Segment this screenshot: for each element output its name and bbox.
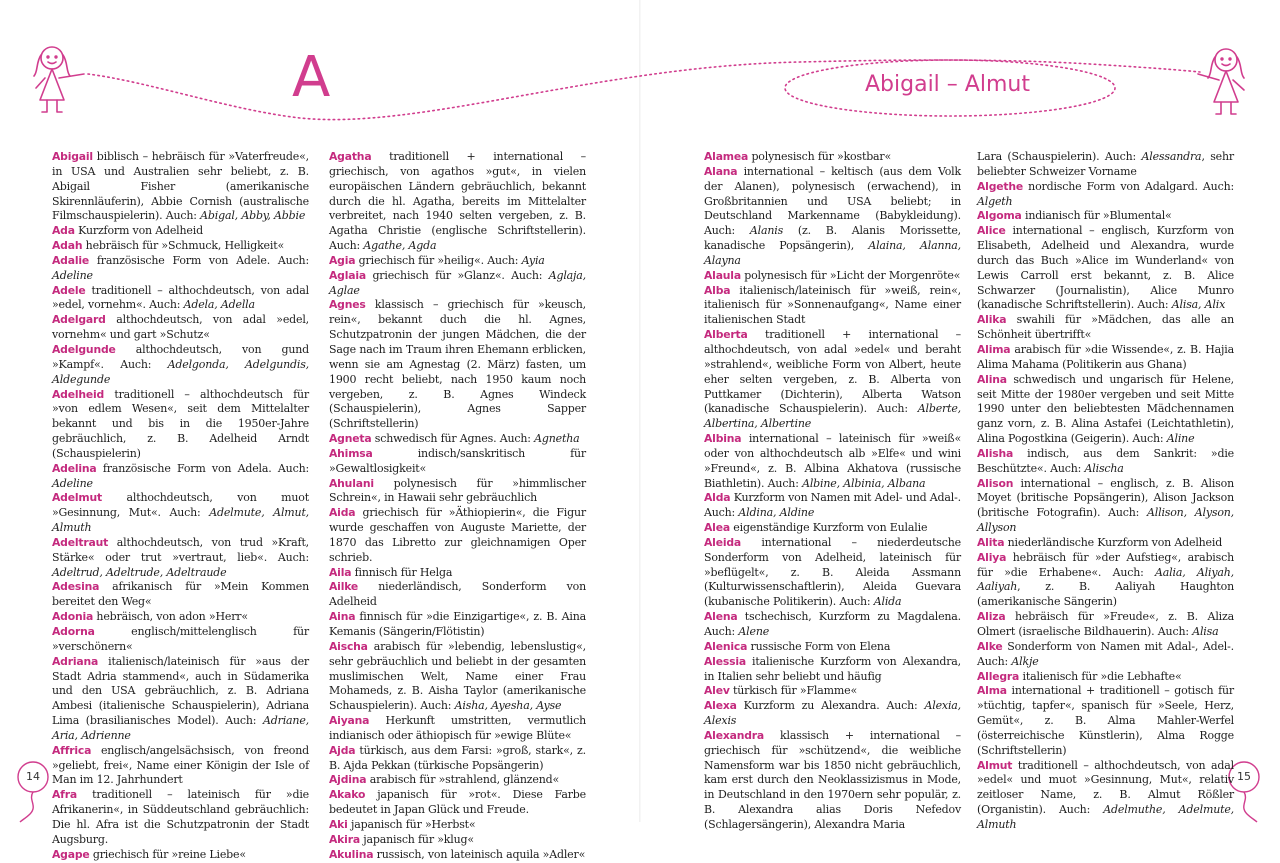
entry-name: Alaula (704, 268, 741, 282)
entry-description: traditionell – althochdeutsch für »von edlem Wesen«, seit dem Mittelalter bekannt und bis in die 1950er-Jahre gebräuchlich, z. B. Adelheid Arndt (Schauspielerin) (52, 387, 309, 460)
entry-variants: Agathe, Agda (363, 239, 437, 253)
name-entry (704, 328, 961, 432)
name-entry (977, 224, 1234, 313)
entry-name: Alice (977, 224, 1006, 238)
name-entry (329, 848, 586, 863)
entry-description: traditionell + international – althochdeutsch, von adal »edel« und beraht »strahlend«, weibliche Form von Albert, heute eher selten vergeben, z. B. Alberta von Puttkamer (Dichterin), Alberta Watson (kanadische Schauspielerin). Auch: (704, 328, 961, 416)
entry-description: italienisch/lateinisch für »aus der Stadt Adria stammend«, auch in Südamerika und den USA gebräuchlich, z. B. Adriana Ambesi (italienische Schauspielerin), Adriana Lima (brasilianisches Model). Auch: (52, 654, 309, 728)
name-entry (52, 150, 309, 224)
entry-description: tschechisch, Kurzform zu Magdalena. Auch: (704, 610, 961, 638)
name-entry (977, 684, 1234, 758)
entry-description: italienisch/lateinisch für »weiß, rein«, italienisch für »Sonnenaufgang«, Name einer italienischen Stadt (704, 283, 961, 327)
entry-description: französische Form von Adele. Auch: (89, 253, 309, 267)
name-entry (977, 313, 1234, 343)
entry-name: Adriana (52, 654, 99, 668)
girl-figure-right-icon (1198, 49, 1244, 114)
page-range-title: Abigail – Almut (865, 72, 1030, 97)
entry-description: niederländisch, Sonderform von Adelheid (329, 580, 586, 609)
name-entry (52, 254, 309, 284)
entry-name: Alana (704, 164, 738, 178)
name-entry (329, 818, 586, 833)
entry-name: Adelgunde (52, 342, 116, 356)
entry-description: nordische Form von Adalgard. Auch: (1023, 179, 1234, 193)
name-entry (704, 610, 961, 640)
entry-name: Alena (704, 610, 738, 624)
entry-variants: Aglaja, Aglae (329, 268, 586, 297)
name-entry (977, 373, 1234, 447)
entry-name: Alberta (704, 328, 748, 342)
entry-variants: Alene (738, 625, 770, 638)
entry-name: Aischa (329, 639, 368, 653)
entry-description: indianisch für »Blumental« (1021, 209, 1172, 223)
entry-description: Lara (Schauspielerin). Auch: (977, 150, 1142, 163)
entry-variants: Adelmuthe, Adelmute, Almuth (977, 803, 1234, 831)
entry-name: Agnes (329, 298, 366, 312)
entry-description: swahili für »Mädchen, das alle an Schönheit übertrifft« (977, 313, 1234, 342)
entry-description: traditionell – althochdeutsch, von adal »edel« und muot »Gesinnung, Mut«, relativ zeitloser Name, z. B. Almut Rößler (Organistin). Auch: (977, 758, 1234, 817)
entry-description: japanisch für »klug« (359, 832, 474, 846)
entry-name: Alessia (704, 654, 746, 668)
entry-description: klassisch + international – griechisch für »schützend«, die weibliche Namensform war bis 1850 nicht gebräuchlich, kam erst durch den Neoklassizismus in Mode, in Deutschland in den 1970ern sehr populär, z. B. Alexandra alias Doris Nefedov (Schlagersängerin), Alexandra Maria (704, 728, 961, 831)
name-entry (329, 566, 586, 581)
girl-figure-left-icon (34, 47, 84, 112)
name-entry (329, 788, 586, 818)
entry-name: Alisha (977, 446, 1014, 460)
entry-description: traditionell + international – griechisch, von agathos »gut«, in vielen europäischen Ländern gebräuchlich, bekannt durch die hl. Agatha, bereits im Mittelalter verbreitet, nach 1940 selten vergeben, z. B. Agatha Christie (englische Schriftstellerin). Auch: (329, 150, 586, 253)
entry-name: Allegra (977, 669, 1020, 683)
name-entry (977, 551, 1234, 610)
name-entry (52, 343, 309, 388)
entry-description: türkisch, aus dem Farsi: »groß, stark«, z. B. Ajda Pekkan (türkische Popsängerin) (329, 743, 586, 772)
entry-description: Herkunft umstritten, vermutlich indianisch oder äthiopisch für »ewige Blüte« (329, 714, 586, 742)
name-entry (977, 759, 1234, 833)
entry-variants: Adeline (52, 476, 93, 490)
entry-name: Alda (704, 491, 731, 505)
entry-variants: Ayia (521, 253, 545, 267)
name-entry (977, 536, 1234, 551)
entry-description: althochdeutsch, von muot »Gesinnung, Mut«. Auch: (52, 491, 309, 520)
name-entry (329, 640, 586, 714)
entry-description: hebräisch für »Schmuck, Helligkeit« (82, 239, 285, 253)
entry-name: Ajdina (329, 773, 367, 787)
entry-name: Alke (977, 639, 1003, 653)
entry-description: Sonderform von Namen mit Adal-, Adel-. Auch: (977, 639, 1234, 668)
entry-name: Alma (977, 684, 1007, 698)
entry-description: englisch/angelsächsisch, von freond »geliebt, frei«, Name einer Königin der Isle of Man im 12. Jahrhundert (52, 743, 309, 787)
entry-description: polynesisch für »kostbar« (748, 150, 892, 163)
entry-name: Adalie (52, 253, 90, 267)
name-column-3 (704, 150, 961, 833)
entry-variants: Alisa, Alix (1171, 298, 1226, 312)
entry-variants: Algeth (977, 194, 1013, 208)
name-entry (704, 699, 961, 729)
entry-name: Alba (704, 283, 731, 297)
entry-name: Alita (977, 535, 1005, 549)
name-entry (52, 491, 309, 536)
entry-name: Akako (329, 788, 366, 802)
entry-description: klassisch – griechisch für »keusch, rein«, bekannt duch die hl. Agnes, Schutzpatronin der jungen Mädchen, die der Sage nach im Traum ihren Ehemann erblicken, wenn sie am Agnestag (2. März) fasten, um 1900 recht beliebt, nach 1950 kaum noch vergeben, z. B. Agnes Windeck (Schauspielerin), Agnes Sapper (Schriftstellerin) (329, 298, 586, 431)
entry-name: Algethe (977, 179, 1024, 193)
name-column-2 (329, 150, 586, 863)
entry-variants: Adeltrud, Adeltrude, Adeltraude (52, 565, 227, 579)
name-entry (329, 744, 586, 774)
name-entry (329, 714, 586, 744)
dotted-wave-line (88, 60, 1200, 120)
name-entry (52, 610, 309, 625)
entry-description: französische Form von Adela. Auch: (96, 461, 309, 475)
entry-name: Alea (704, 521, 730, 535)
entry-name: Aliya (977, 550, 1007, 564)
entry-name: Adorna (52, 625, 95, 638)
entry-name: Aiyana (329, 714, 370, 728)
entry-description: niederländische Kurzform von Adelheid (1004, 535, 1223, 549)
entry-name: Affrica (52, 743, 92, 757)
entry-description: althochdeutsch, von adal »edel, vornehm« und gart »Schutz« (52, 313, 309, 342)
page-number-left: 14 (26, 770, 40, 783)
name-entry (977, 447, 1234, 477)
entry-name: Aina (329, 610, 356, 624)
name-entry (977, 343, 1234, 373)
entry-description: polynesisch für »Licht der Morgenröte« (740, 268, 961, 282)
name-entry (329, 580, 586, 610)
entry-variants: Adela, Adella (183, 298, 255, 312)
name-entry (329, 610, 586, 640)
entry-name: Afra (52, 788, 77, 802)
entry-name: Ailke (329, 580, 359, 594)
name-entry (52, 655, 309, 744)
entry-name: Ajda (329, 743, 356, 757)
entry-name: Aleida (704, 535, 742, 549)
entry-description: biblisch – hebräisch für »Vaterfreude«, in USA und Australien sehr beliebt, z. B. Abigail Fisher (amerikanische Skirennläuferin), Abbie Cornish (australische Filmschauspielerin). Auch: (52, 150, 309, 223)
entry-description: althochdeutsch, von trud »Kraft, Stärke« oder trut »vertraut, lieb«. Auch: (52, 535, 309, 564)
entry-description: arabisch für »lebendig, lebenslustig«, sehr gebräuchlich und beliebt in der gesamten muslimischen Welt, Name einer Frau Mohameds, z. B. Aisha Taylor (amerikanische Schauspielerin). Auch: (329, 639, 586, 713)
entry-description: arabisch für »die Wissende«, z. B. Hajia Alima Mahama (Politikerin aus Ghana) (977, 342, 1234, 371)
name-entry (977, 640, 1234, 670)
entry-name: Alima (977, 342, 1011, 356)
entry-description: hebräisch für »der Aufstieg«, arabisch für »die Erhabene«. Auch: (977, 550, 1234, 579)
entry-name: Adelina (52, 461, 97, 475)
entry-description: (z. B. Alanis Morissette, kanadische Popsängerin), (704, 224, 961, 253)
name-entry (977, 477, 1234, 536)
entry-description: polynesisch für »himmlischer Schrein«, in Hawaii sehr gebräuchlich (329, 476, 586, 505)
entry-description: traditionell – althochdeutsch, von adal »edel, vornehm«. Auch: (52, 283, 309, 312)
entry-description: , z. B. Aaliyah Haughton (amerikanische Sängerin) (977, 580, 1234, 609)
entry-description: italienische Kurzform von Alexandra, in Italien sehr beliebt und häufig (704, 654, 961, 683)
entry-name: Alamea (704, 150, 749, 163)
entry-name: Agia (329, 253, 356, 267)
entry-description: international – keltisch (aus dem Volk der Alanen), polynesisch (erwachend), in Großbritannien und USA beliebt; in Deutschland Markenname (Babykleidung). Auch: (704, 164, 961, 238)
entry-name: Alika (977, 313, 1007, 327)
entry-description: international + traditionell – gotisch für »tüchtig, tapfer«, spanisch für »Seele, Herz, Gemüt«, z. B. Alma Mahler-Werfel (österreichische Künstlerin), Alma Rogge (Schriftstellerin) (977, 684, 1234, 757)
entry-variants: Aisha, Ayesha, Ayse (454, 699, 562, 713)
entry-description: international – lateinisch für »weiß« oder von althochdeutsch alb »Elfe« und wini »Freund«, z. B. Albina Akhatova (russische Biathletin). Auch: (704, 432, 961, 490)
entry-name: Agneta (329, 432, 372, 446)
entry-description: russische Form von Elena (747, 639, 891, 653)
entry-name: Alev (704, 684, 730, 698)
name-entry (704, 284, 961, 329)
entry-name: Abigail (52, 150, 93, 163)
entry-description: griechisch für »reine Liebe« (89, 847, 246, 861)
entry-variants: Alessandra (1141, 150, 1202, 163)
entry-name: Ada (52, 224, 75, 238)
name-entry (52, 388, 309, 462)
entry-name: Aliza (977, 610, 1006, 624)
entry-description: griechisch für »heilig«. Auch: (355, 253, 522, 267)
entry-name: Akulina (329, 847, 374, 861)
entry-name: Adelmut (52, 491, 102, 505)
name-entry (977, 150, 1234, 180)
entry-variants: Alisa (1192, 625, 1219, 638)
entry-variants: Albine, Albinia, Albana (802, 476, 926, 490)
entry-name: Agatha (329, 150, 372, 163)
entry-variants: Alida (873, 595, 902, 609)
name-entry (52, 625, 309, 655)
entry-description: international – englisch, z. B. Alison Moyet (britische Popsängerin), Alison Jackson (britische Fotografin). Auch: (977, 476, 1234, 520)
entry-name: Almut (977, 758, 1013, 772)
entry-name: Alenica (704, 639, 748, 653)
entry-description: türkisch für »Flamme« (729, 684, 858, 698)
entry-description: hebräisch für »Freude«, z. B. Aliza Olmert (israelische Bildhauerin). Auch: (977, 610, 1234, 638)
entry-name: Adah (52, 239, 83, 253)
name-entry (704, 684, 961, 699)
page-number-right: 15 (1237, 770, 1251, 783)
name-entry (52, 848, 309, 863)
entry-description: traditionell – lateinisch für »die Afrikanerin«, in Süddeutschland gebräuchlich: Die hl. Afra ist die Schutzpatronin der Stadt Augsburg. (52, 788, 309, 846)
name-entry (52, 536, 309, 581)
name-entry (977, 670, 1234, 685)
entry-name: Ahimsa (329, 446, 373, 460)
entry-name: Algoma (977, 209, 1022, 223)
name-column-4 (977, 150, 1234, 833)
name-entry (52, 313, 309, 343)
entry-name: Adelheid (52, 387, 105, 401)
entry-name: Ahulani (329, 476, 374, 490)
entry-description: international – englisch, Kurzform von Elisabeth, Adelheid und Alexandra, wurde durch das Buch »Alice im Wunderland« von Lewis Carroll erst bekannt, z. B. Alice Schwarzer (Journalistin), Alice Munro (kanadische Schriftstellerin). Auch: (977, 224, 1234, 312)
entry-description: italienisch für »die Lebhafte« (1019, 669, 1182, 683)
entry-description: griechisch für »Glanz«. Auch: (365, 268, 549, 282)
name-entry (704, 729, 961, 833)
name-entry (977, 610, 1234, 640)
name-entry (704, 640, 961, 655)
name-entry (329, 506, 586, 565)
name-entry (704, 521, 961, 536)
entry-description: japanisch für »Herbst« (347, 817, 476, 831)
entry-description: Kurzform zu Alexandra. Auch: (736, 699, 925, 713)
name-entry (329, 447, 586, 477)
entry-name: Adesina (52, 580, 100, 594)
entry-description: schwedisch für Agnes. Auch: (371, 432, 535, 446)
entry-description: eigenständige Kurzform von Eulalie (729, 521, 928, 535)
name-entry (52, 788, 309, 847)
name-entry (52, 239, 309, 254)
entry-variants: Alanis (749, 224, 784, 238)
entry-variants: Alkje (1011, 654, 1039, 668)
entry-variants: Agnetha (534, 432, 580, 446)
entry-description: russisch, von lateinisch aquila »Adler« (373, 847, 586, 861)
entry-name: Adonia (52, 610, 94, 624)
entry-description: englisch/mittelenglisch für »verschönern« (52, 625, 309, 653)
entry-name: Adelgard (52, 313, 106, 327)
name-column-1 (52, 150, 309, 863)
entry-description: finnisch für Helga (351, 565, 453, 579)
entry-name: Alison (977, 476, 1014, 490)
entry-variants: Adelmute, Almut, Almuth (52, 506, 309, 535)
entry-name: Adeltraut (52, 535, 109, 549)
name-entry (329, 477, 586, 507)
name-entry (329, 833, 586, 848)
name-entry (329, 432, 586, 447)
name-entry (52, 744, 309, 789)
entry-variants: Aldina, Aldine (738, 506, 815, 520)
name-entry (704, 150, 961, 165)
name-entry (977, 209, 1234, 224)
entry-description: althochdeutsch, von gund »Kampf«. Auch: (52, 342, 309, 371)
name-entry (329, 254, 586, 269)
name-entry (704, 491, 961, 521)
entry-name: Aglaia (329, 268, 366, 282)
name-entry (329, 773, 586, 788)
name-entry (704, 655, 961, 685)
entry-name: Alexa (704, 699, 737, 713)
name-entry (704, 432, 961, 491)
entry-description: , sehr beliebter Schweizer Vorname (977, 150, 1234, 178)
entry-name: Adele (52, 283, 86, 297)
entry-description: japanisch für »rot«. Diese Farbe bedeutet in Japan Glück und Freude. (329, 788, 586, 817)
name-entry (704, 269, 961, 284)
entry-description: Kurzform von Adelheid (74, 224, 203, 238)
entry-description: afrikanisch für »Mein Kommen bereitet den Weg« (52, 580, 309, 609)
entry-description: griechisch für »Äthiopierin«, die Figur wurde geschaffen von Auguste Mariette, der 1870 das Libretto zur gleichnamigen Oper schrieb. (329, 506, 586, 564)
entry-description: finnisch für »die Einzigartige«, z. B. Aina Kemanis (Sängerin/Flötistin) (329, 610, 586, 638)
entry-name: Alexandra (704, 728, 765, 742)
entry-description: international – niederdeutsche Sonderform von Adelheid, lateinisch für »beflügelt«, z. B. Aleida Assmann (Kulturwissenschaftlerin), Aleida Guevara (kubanische Politikerin). Auch: (704, 535, 961, 609)
entry-name: Aki (329, 817, 348, 831)
entry-name: Akira (329, 832, 360, 846)
entry-name: Agape (52, 847, 90, 861)
entry-variants: Adelgonda, Adelgundis, Aldegunde (52, 357, 309, 386)
entry-name: Aila (329, 565, 352, 579)
entry-variants: Alischa (1084, 461, 1124, 475)
entry-name: Albina (704, 432, 742, 446)
entry-description: Kurzform von Namen mit Adel- und Adal-. Auch: (704, 491, 961, 520)
name-entry (52, 580, 309, 610)
name-entry (329, 298, 586, 432)
entry-name: Alina (977, 372, 1007, 386)
name-entry (977, 180, 1234, 210)
entry-variants: Adeline (52, 268, 93, 282)
entry-variants: Allison, Alyson, Allyson (977, 506, 1234, 535)
name-entry (704, 165, 961, 269)
entry-variants: Adriane, Aria, Adrienne (52, 714, 309, 742)
entry-variants: Alaina, Alanna, Alayna (704, 239, 961, 267)
name-entry (329, 269, 586, 299)
entry-description: arabisch für »strahlend, glänzend« (366, 773, 560, 787)
name-entry (52, 462, 309, 492)
entry-name: Aida (329, 506, 356, 520)
name-entry (52, 284, 309, 314)
chapter-letter: A (292, 45, 331, 110)
entry-description: indisch/sanskritisch für »Gewaltlosigkeit« (329, 446, 586, 475)
name-entry (52, 224, 309, 239)
name-entry (704, 536, 961, 610)
entry-variants: Aalia, Aliyah, Aaliyah (977, 565, 1234, 594)
name-entry (329, 150, 586, 254)
entry-description: indisch, aus dem Sankrit: »die Beschützte«. Auch: (977, 446, 1234, 475)
entry-variants: Abigal, Abby, Abbie (200, 209, 306, 223)
entry-variants: Alexia, Alexis (704, 699, 961, 728)
entry-description: hebräisch, von adon »Herr« (93, 610, 248, 624)
entry-variants: Aline (1166, 432, 1195, 446)
entry-description: schwedisch und ungarisch für Helene, seit Mitte der 1980er vergeben und seit Mitte 1990 unter den beliebtesten Mädchennamen ganz vorn, z. B. Alina Astafei (Leichtathletin), Alina Pogostkina (Geigerin). Auch: (977, 372, 1234, 446)
entry-variants: Alberte, Albertina, Albertine (704, 402, 961, 431)
